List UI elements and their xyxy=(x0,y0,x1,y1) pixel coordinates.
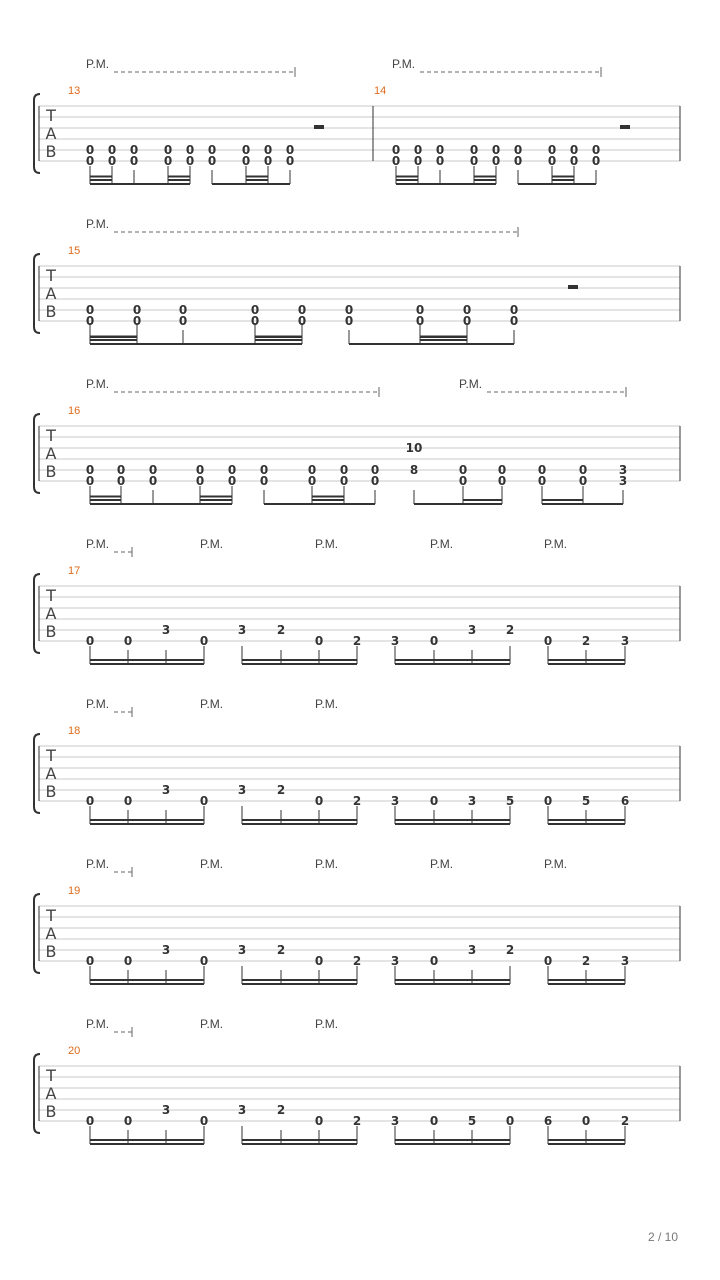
fret-number: 5 xyxy=(581,794,591,808)
fret-number: 0 xyxy=(107,154,117,168)
fret-number: 0 xyxy=(314,634,324,648)
fret-number: 8 xyxy=(409,463,419,477)
fret-number: 0 xyxy=(116,463,126,477)
fret-number: 2 xyxy=(352,954,362,968)
fret-number: 3 xyxy=(618,474,628,488)
fret-number: 0 xyxy=(513,154,523,168)
fret-number: 2 xyxy=(352,634,362,648)
fret-number: 0 xyxy=(250,303,260,317)
fret-number: 0 xyxy=(578,474,588,488)
fret-number: 0 xyxy=(339,463,349,477)
fret-number: 5 xyxy=(467,1114,477,1128)
tab-letter-b: B xyxy=(45,462,57,481)
palm-mute-label: P.M. xyxy=(200,1017,224,1031)
palm-mute-label: P.M. xyxy=(315,697,339,711)
palm-mute-label: P.M. xyxy=(86,57,110,71)
fret-number: 3 xyxy=(390,1114,400,1128)
fret-number: 0 xyxy=(578,463,588,477)
palm-mute-label: P.M. xyxy=(200,857,224,871)
staff-system-2 xyxy=(34,254,680,333)
fret-number: 0 xyxy=(581,1114,591,1128)
bar-number: 15 xyxy=(68,245,81,257)
fret-number: 0 xyxy=(199,634,209,648)
fret-number: 0 xyxy=(207,143,217,157)
fret-number: 0 xyxy=(163,154,173,168)
tab-letter-b: B xyxy=(45,1102,57,1121)
palm-mute-label: P.M. xyxy=(315,857,339,871)
bar-number: 14 xyxy=(374,85,387,97)
palm-mute-label: P.M. xyxy=(315,1017,339,1031)
fret-number: 0 xyxy=(123,954,133,968)
fret-number: 0 xyxy=(462,303,472,317)
fret-number: 3 xyxy=(237,1103,247,1117)
fret-number: 0 xyxy=(370,463,380,477)
tab-letter-a: A xyxy=(45,1084,57,1103)
bar-number: 20 xyxy=(68,1045,81,1057)
fret-number: 0 xyxy=(429,794,439,808)
fret-number: 2 xyxy=(581,954,591,968)
fret-number: 0 xyxy=(285,154,295,168)
fret-number: 3 xyxy=(161,1103,171,1117)
fret-number: 2 xyxy=(276,1103,286,1117)
fret-number: 3 xyxy=(467,794,477,808)
tab-letter-a: A xyxy=(45,924,57,943)
fret-number: 0 xyxy=(132,303,142,317)
fret-number: 0 xyxy=(297,303,307,317)
bar-number: 16 xyxy=(68,405,81,417)
fret-number: 0 xyxy=(116,474,126,488)
fret-number: 0 xyxy=(132,314,142,328)
palm-mute-label: P.M. xyxy=(392,57,416,71)
bar-number: 19 xyxy=(68,885,81,897)
fret-number: 0 xyxy=(85,474,95,488)
fret-number: 0 xyxy=(259,474,269,488)
fret-number: 0 xyxy=(415,314,425,328)
fret-number: 0 xyxy=(537,463,547,477)
fret-number: 0 xyxy=(413,154,423,168)
fret-number: 0 xyxy=(413,143,423,157)
fret-number: 0 xyxy=(241,154,251,168)
fret-number: 0 xyxy=(491,154,501,168)
bar-number: 13 xyxy=(68,85,81,97)
fret-number: 2 xyxy=(505,623,515,637)
palm-mute-label: P.M. xyxy=(200,697,224,711)
fret-number: 0 xyxy=(85,1114,95,1128)
fret-number: 0 xyxy=(429,1114,439,1128)
fret-number: 3 xyxy=(618,463,628,477)
fret-number: 3 xyxy=(620,634,630,648)
fret-number: 0 xyxy=(185,143,195,157)
fret-number: 2 xyxy=(620,1114,630,1128)
palm-mute-label: P.M. xyxy=(430,537,454,551)
rest-symbol xyxy=(314,125,324,129)
palm-mute-label: P.M. xyxy=(86,377,110,391)
fret-number: 0 xyxy=(85,794,95,808)
fret-number: 0 xyxy=(199,954,209,968)
fret-number: 0 xyxy=(163,143,173,157)
fret-number: 0 xyxy=(569,143,579,157)
tab-letter-a: A xyxy=(45,284,57,303)
fret-number: 0 xyxy=(263,143,273,157)
fret-number: 2 xyxy=(352,794,362,808)
palm-mute-label: P.M. xyxy=(86,537,110,551)
fret-number: 0 xyxy=(547,154,557,168)
fret-number: 3 xyxy=(237,783,247,797)
fret-number: 3 xyxy=(237,943,247,957)
fret-number: 0 xyxy=(458,463,468,477)
fret-number: 0 xyxy=(250,314,260,328)
rest-symbol xyxy=(620,125,630,129)
fret-number: 0 xyxy=(505,1114,515,1128)
page-number: 2 / 10 xyxy=(647,1230,678,1244)
fret-number: 0 xyxy=(591,143,601,157)
fret-number: 2 xyxy=(276,943,286,957)
fret-number: 0 xyxy=(497,463,507,477)
fret-number: 3 xyxy=(161,943,171,957)
fret-number: 0 xyxy=(543,954,553,968)
fret-number: 0 xyxy=(207,154,217,168)
palm-mute-label: P.M. xyxy=(200,537,224,551)
fret-number: 0 xyxy=(227,463,237,477)
fret-number: 0 xyxy=(178,303,188,317)
fret-number: 0 xyxy=(195,463,205,477)
fret-number: 0 xyxy=(391,143,401,157)
fret-number: 0 xyxy=(241,143,251,157)
fret-number: 0 xyxy=(129,154,139,168)
fret-number: 0 xyxy=(129,143,139,157)
fret-number: 0 xyxy=(178,314,188,328)
palm-mute-label: P.M. xyxy=(459,377,483,391)
fret-number: 0 xyxy=(297,314,307,328)
tab-letter-t: T xyxy=(46,586,56,605)
fret-number: 3 xyxy=(390,634,400,648)
tab-letter-b: B xyxy=(45,302,57,321)
palm-mute-label: P.M. xyxy=(544,857,568,871)
fret-number: 0 xyxy=(509,303,519,317)
fret-number: 0 xyxy=(509,314,519,328)
fret-number: 0 xyxy=(513,143,523,157)
fret-number: 0 xyxy=(415,303,425,317)
fret-number: 2 xyxy=(352,1114,362,1128)
fret-number: 0 xyxy=(85,463,95,477)
tab-letter-a: A xyxy=(45,124,57,143)
tab-letter-b: B xyxy=(45,142,57,161)
fret-number: 0 xyxy=(148,463,158,477)
fret-number: 0 xyxy=(107,143,117,157)
tab-letter-a: A xyxy=(45,444,57,463)
fret-number: 0 xyxy=(391,154,401,168)
tab-letter-t: T xyxy=(46,1066,56,1085)
fret-number: 0 xyxy=(435,154,445,168)
fret-number: 0 xyxy=(199,794,209,808)
palm-mute-label: P.M. xyxy=(315,537,339,551)
fret-number: 0 xyxy=(195,474,205,488)
fret-number: 0 xyxy=(462,314,472,328)
fret-number: 2 xyxy=(276,783,286,797)
fret-number: 3 xyxy=(237,623,247,637)
fret-number: 0 xyxy=(344,314,354,328)
fret-number: 0 xyxy=(344,303,354,317)
fret-number: 2 xyxy=(276,623,286,637)
fret-number: 0 xyxy=(547,143,557,157)
fret-number: 0 xyxy=(227,474,237,488)
fret-number: 0 xyxy=(314,954,324,968)
palm-mute-label: P.M. xyxy=(86,217,110,231)
fret-number: 3 xyxy=(161,623,171,637)
fret-number: 6 xyxy=(620,794,630,808)
tab-letter-a: A xyxy=(45,764,57,783)
fret-number: 3 xyxy=(161,783,171,797)
fret-number: 2 xyxy=(581,634,591,648)
fret-number: 0 xyxy=(370,474,380,488)
fret-number: 0 xyxy=(307,463,317,477)
palm-mute-label: P.M. xyxy=(86,697,110,711)
fret-number: 0 xyxy=(85,634,95,648)
palm-mute-label: P.M. xyxy=(86,1017,110,1031)
tab-letter-t: T xyxy=(46,106,56,125)
fret-number: 3 xyxy=(390,954,400,968)
rest-symbol xyxy=(568,285,578,289)
fret-number: 10 xyxy=(405,441,423,455)
tab-letter-t: T xyxy=(46,746,56,765)
fret-number: 3 xyxy=(390,794,400,808)
fret-number: 6 xyxy=(543,1114,553,1128)
fret-number: 0 xyxy=(85,303,95,317)
fret-number: 0 xyxy=(458,474,468,488)
fret-number: 0 xyxy=(469,143,479,157)
fret-number: 0 xyxy=(543,634,553,648)
fret-number: 0 xyxy=(591,154,601,168)
fret-number: 0 xyxy=(123,1114,133,1128)
fret-number: 0 xyxy=(537,474,547,488)
fret-number: 0 xyxy=(263,154,273,168)
fret-number: 0 xyxy=(123,794,133,808)
fret-number: 0 xyxy=(285,143,295,157)
fret-number: 3 xyxy=(467,943,477,957)
fret-number: 3 xyxy=(467,623,477,637)
tab-letter-b: B xyxy=(45,782,57,801)
fret-number: 0 xyxy=(85,314,95,328)
tab-letter-t: T xyxy=(46,266,56,285)
palm-mute-label: P.M. xyxy=(86,857,110,871)
tab-letter-b: B xyxy=(45,942,57,961)
fret-number: 0 xyxy=(314,1114,324,1128)
fret-number: 0 xyxy=(435,143,445,157)
bar-number: 18 xyxy=(68,725,81,737)
fret-number: 0 xyxy=(429,634,439,648)
tab-letter-t: T xyxy=(46,426,56,445)
fret-number: 0 xyxy=(199,1114,209,1128)
tab-letter-a: A xyxy=(45,604,57,623)
fret-number: 0 xyxy=(307,474,317,488)
fret-number: 0 xyxy=(497,474,507,488)
fret-number: 0 xyxy=(569,154,579,168)
tab-letter-t: T xyxy=(46,906,56,925)
fret-number: 0 xyxy=(259,463,269,477)
fret-number: 0 xyxy=(85,154,95,168)
tab-letter-b: B xyxy=(45,622,57,641)
fret-number: 2 xyxy=(505,943,515,957)
fret-number: 0 xyxy=(339,474,349,488)
palm-mute-label: P.M. xyxy=(430,857,454,871)
fret-number: 0 xyxy=(148,474,158,488)
bar-number: 17 xyxy=(68,565,81,577)
palm-mute-label: P.M. xyxy=(544,537,568,551)
fret-number: 0 xyxy=(123,634,133,648)
fret-number: 0 xyxy=(469,154,479,168)
fret-number: 0 xyxy=(314,794,324,808)
fret-number: 0 xyxy=(491,143,501,157)
fret-number: 0 xyxy=(429,954,439,968)
fret-number: 0 xyxy=(185,154,195,168)
fret-number: 3 xyxy=(620,954,630,968)
fret-number: 0 xyxy=(85,954,95,968)
fret-number: 5 xyxy=(505,794,515,808)
fret-number: 0 xyxy=(85,143,95,157)
fret-number: 0 xyxy=(543,794,553,808)
